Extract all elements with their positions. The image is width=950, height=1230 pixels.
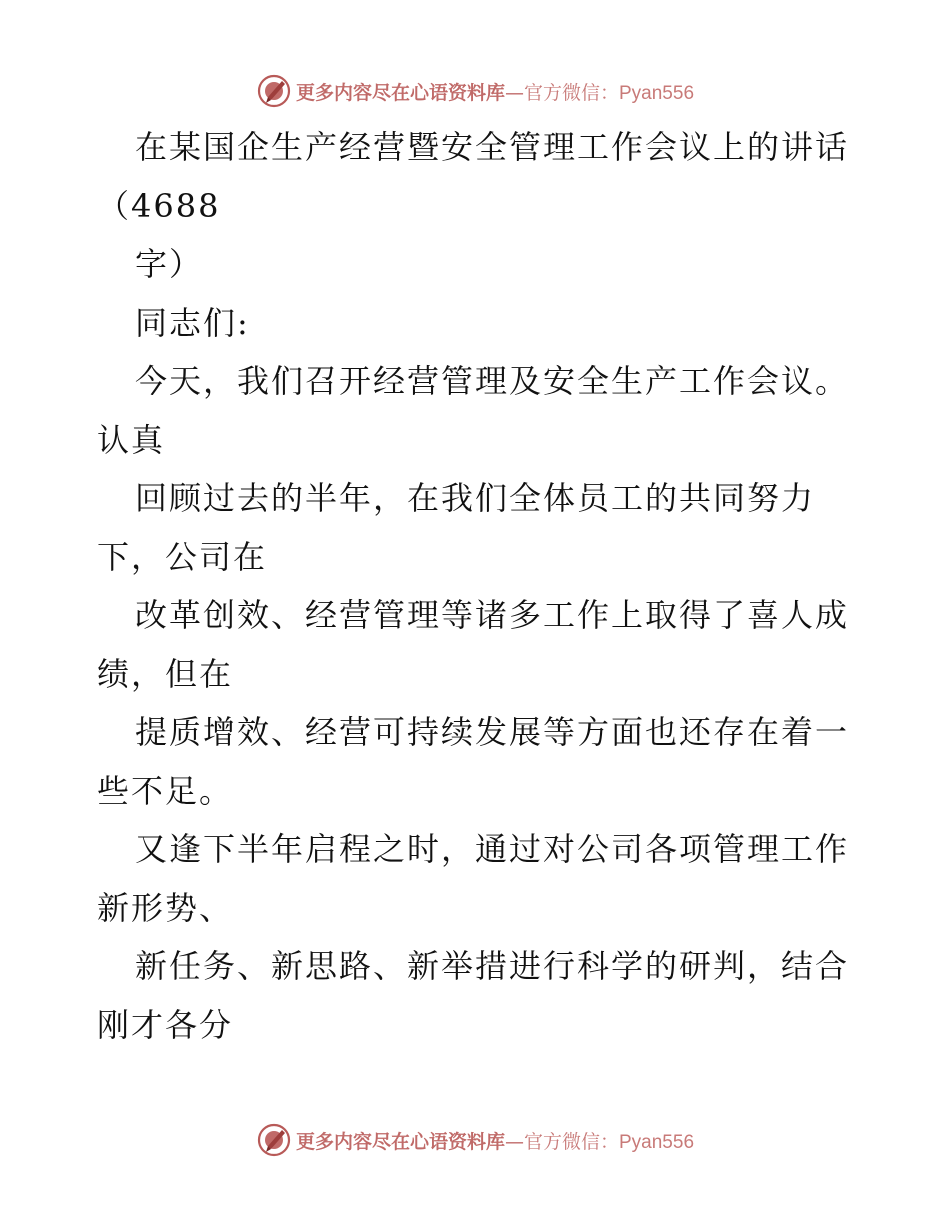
watermark-wechat-label: 官方微信：	[523, 81, 619, 104]
paragraph-line: 在某国企生产经营暨安全管理工作会议上的讲话	[135, 128, 850, 166]
paragraph-line: 些不足。	[97, 771, 234, 810]
watermark-text	[296, 78, 694, 105]
paragraph-line: 下，公司在	[97, 537, 268, 576]
paragraph-line: 又逢下半年启程之时，通过对公司各项管理工作	[135, 830, 850, 868]
pen-logo-icon	[256, 1122, 292, 1158]
watermark-wechat-label: 官方微信：	[523, 1130, 619, 1153]
paragraph-line: （4688	[97, 186, 221, 225]
paragraph-line: 改革创效、经营管理等诸多工作上取得了喜人成	[135, 596, 850, 634]
paragraph-line: 刚才各分	[97, 1005, 234, 1044]
paragraph-line: 新形势、	[97, 888, 234, 927]
paragraph-line: 字）	[135, 245, 204, 283]
watermark-wechat-id: Pyan556	[619, 1131, 695, 1153]
footer-watermark	[0, 1120, 950, 1160]
paragraph-line: 回顾过去的半年，在我们全体员工的共同努力	[135, 479, 816, 517]
watermark-dash: —	[504, 1130, 524, 1153]
watermark-wechat-id: Pyan556	[619, 82, 695, 104]
paragraph-line: 今天，我们召开经营管理及安全生产工作会议。	[135, 362, 850, 400]
paragraph-line: 绩，但在	[97, 654, 234, 693]
paragraph-line: 认真	[97, 420, 166, 459]
watermark-dash: —	[504, 81, 524, 104]
paragraph-line: 提质增效、经营可持续发展等方面也还存在着一	[135, 713, 850, 751]
document-body	[97, 118, 867, 1054]
pen-logo-icon	[256, 73, 292, 109]
paragraph-line: 同志们:	[135, 303, 250, 342]
watermark-text	[296, 1127, 694, 1154]
paragraph-line: 新任务、新思路、新举措进行科学的研判，结合	[135, 947, 850, 985]
header-watermark	[0, 71, 950, 111]
watermark-main: 更多内容尽在心语资料库	[295, 81, 505, 104]
watermark-main: 更多内容尽在心语资料库	[295, 1130, 505, 1153]
